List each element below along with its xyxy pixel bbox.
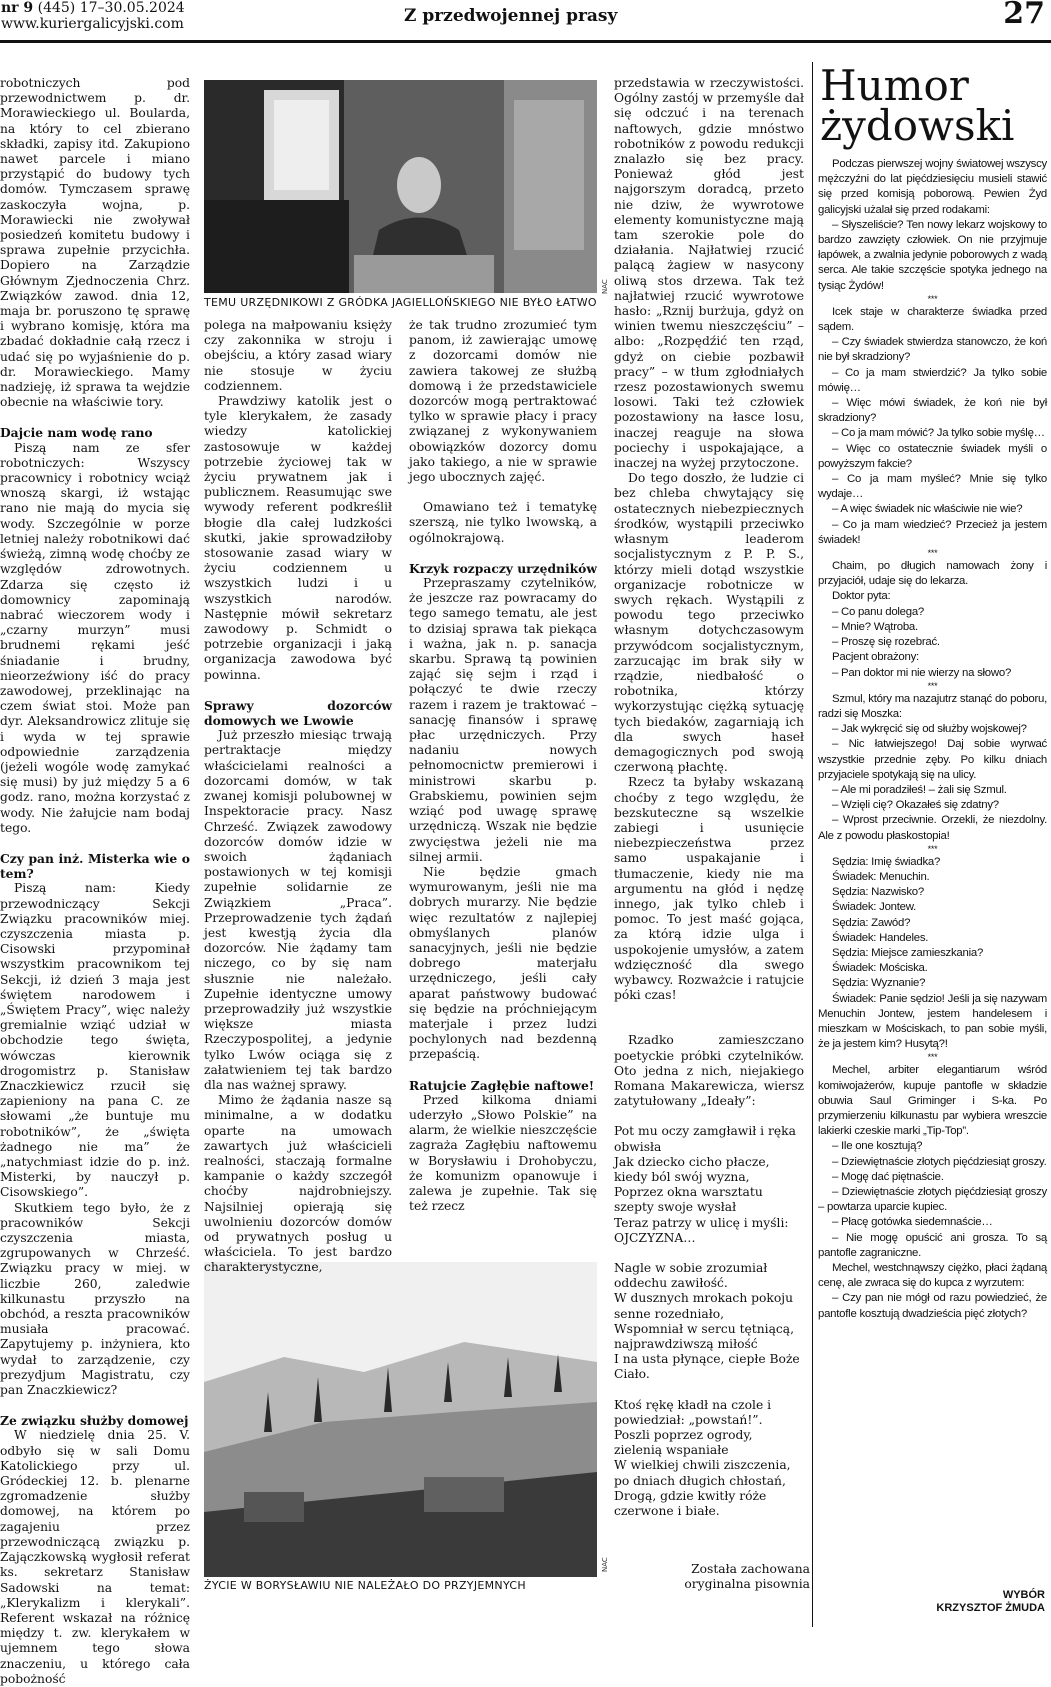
selection-credit [936, 1589, 1045, 1615]
column-3 [409, 318, 597, 1260]
poem-line: Wspomniał w sercu tętniącą, najprawdziwszą miłość [614, 1321, 795, 1352]
joke-text: – Nie mogę opuścić ani grosza. To są pantofle zagraniczne. [818, 1231, 1047, 1259]
joke-line: Sędzia: Nazwisko? [832, 886, 924, 899]
photo-boryslaw-image [204, 1262, 597, 1577]
heading-domestic-service: Ze związku służby domowej [0, 1413, 189, 1429]
issue-info [1, 0, 185, 32]
joke-text: Mechel, westchnąwszy ciężko, płaci żądaną cenę, ale zwraca się do kupca z wyrzutem: [818, 1262, 1047, 1290]
humor-title [820, 61, 1015, 150]
joke-separator: *** [927, 843, 938, 854]
article-text: że tak trudno zrozumieć tym panom, iż zawierając umowę z dozorcami domów nie zawiera takowej ze służbą domową i że przedstawiciele dozorców mogą pertraktować tylko w sprawie płacy i pracy związanej z wykonywaniem obowiązków dozorcy domu jako takiego, a nie w sprawie jego ubocznych zajęć. [409, 318, 597, 485]
heading-clerks: Krzyk rozpaczy urzędników [409, 560, 597, 576]
poem-line: OJCZYZNA… [614, 1230, 696, 1245]
poem-line: Poszli poprzez ogrody, zielenią wspaniałe [614, 1428, 753, 1458]
website-link[interactable]: www.kuriergalicyjski.com [1, 16, 184, 32]
heading-misterka: Czy pan inż. Misterka wie o tem? [0, 850, 190, 882]
joke-text: Mechel, arbiter elegantiarum wśród komiwojażerów, kupuje pantofle w składzie obuwia Saul Griminger i S-ka. Po przymierzeniu kilkunastu par wybiera wreszcie lakierki czeskie marki „Tip-Top”. [818, 1064, 1047, 1138]
poem-line: I na usta płynące, ciepłe Boże Ciało. [614, 1352, 800, 1382]
article-text: Prawdziwy katolik jest o tyle klerykałem, że zasady wiedzy katolickiej zastosowuje w każdej potrzebie życiowej tak w życiu prywatnem jak i publicznem. Reasumując swe wywody referent podkreślił błogie dla całej ludzkości skutki, jakie sprowadziłoby stosowanie zasad wiary w życiu codziennem u wszystkich ludzi i u wszystkich narodów. Następnie mówił sekretarz zawodowy p. Schmidt o potrzebie organizacji i jaką organizacja zawodowa być powinna. [204, 394, 392, 682]
poem-line: Teraz patrzy w ulicę i myśli: [614, 1215, 789, 1230]
poem-line: Ktoś rękę kładł na czole i powiedział: „powstań!”. [614, 1397, 772, 1427]
spelling-note-line: oryginalna pisownia [684, 1577, 810, 1591]
poem-line: Drogą, gdzie kwitły róże czerwone i białe. [614, 1488, 767, 1519]
article-text: Już przeszło miesiąc trwają pertraktacje między właścicielami realności a dozorcami domów, w tak zwanej komisji polubownej w Inspektoracie pracy. Nasz Chrześć. Związek zawodowy dozorców domów idzie w swoich żądaniach postawionych w tej komisji zupełnie solidarnie ze Związkiem „Praca”. Przeprowadzenie tych żądań jest kwestją życia dla dozorców. Nie żądamy tam niczego, co by się nam słusznie nie należało. Zupełnie identyczne umowy przeprowadziły już wszystkie większe miasta Rzeczypospolitej, a jedynie tylko Lwów ociąga się z załatwieniem tej tak bardzo dla nas ważnej sprawy. [204, 728, 392, 1092]
poem-line: Pot mu oczy zamgławił i ręka obwisła [614, 1124, 796, 1154]
joke-line: Świadek: Mościska. [832, 962, 928, 975]
joke-text: Podczas pierwszej wojny światowej wszyscy mężczyźni do lat pięćdziesięciu musieli stawić się przed komisją poborową. Pewien Żyd galicyjski użalał się przed rodakami: [818, 158, 1047, 216]
joke-line: – Co panu dolega? [832, 605, 925, 618]
joke-separator: *** [927, 1052, 938, 1063]
article-text: przedstawia w rzeczywistości. Ogólny zastój w przemyśle dał się odczuć i na terenach naftowych, gdzie mnóstwo robotników z powodu redukcji znalazło się bez pracy. Ponieważ głód jest najgorszym doradcą, przeto nie dziw, że wywrotowe elementy komunistyczne mają tam szerokie pole do działania. Najłatwiej rzucić palącą żagiew w nasycony oliwą stos drzewa. Tak też najłatwiej rzucić wywrotowe hasło: „Rznij burżuja, gdyż on winien twemu nieszczęściu” – albo: „Rozpędźić ten rząd, gdyż on ciebie pozbawił pracy” – w tłum zgłodniałych rzesz pozostawionych swemu losowi. Taki też człowiek pozostawiony na łasce losu, inaczej reaguje na słowa pociechy i uspokajające, a inaczej na wyżej przytoczone. [614, 76, 804, 471]
joke-text: – Czy świadek stwierdza stanowczo, że koń nie był skradziony? [818, 336, 1047, 364]
joke-line: Świadek: Jontew. [832, 901, 917, 914]
joke-line: Sędzia: Wyznanie? [832, 977, 926, 990]
article-text: Nie będzie gmach wymurowanym, jeśli nie ma dobrych murarzy. Nie będzie więc rezultatów z najlepiej obmyślanych planów sanacyjnych, jeśli nie będzie dobrego materjału urzędniczego, jeśli cały aparat państwowy budować się będzie na próchniejącym materjale i przez ludzi pochylonych nad bezdenną przepaścią. [409, 864, 597, 1062]
column-2 [204, 318, 392, 1275]
joke-text: – Jak wykręcić się od służby wojskowej? [832, 723, 1027, 736]
article-text: Rzecz ta byłaby wskazaną choćby z tego względu, że bezskuteczne są wszelkie zabiegi i usunięcie niebezpieczeństwa przez samo uspakajanie i tłumaczenie, kiedy nie ma argumentu na głód i nędzę innego, jak tylko chleb i pomoc. To jest maść gojąca, za którą idzie ulga i uspokojenie umysłów, a zatem wdzięczność dla swego wybawcy. Rozważcie i ratujcie póki czas! [614, 775, 804, 1003]
joke-separator: *** [927, 548, 938, 559]
joke-text: – Mogę dać piętnaście. [832, 1170, 944, 1183]
joke-text: – Dziewiętnaście złotych pięćdziesiąt groszy. [832, 1155, 1047, 1168]
article-text: Omawiano też i tematykę szerszą, nie tylko lwowską, a ogólnokrajową. [409, 500, 597, 545]
column-4 [614, 76, 804, 1560]
joke-line: Sędzia: Imię świadka? [832, 855, 941, 868]
joke-text: – Czy pan nie mógł od razu powiedzieć, że pantofle kosztują dwadzieścia pięć złotych? [818, 1292, 1047, 1320]
poem-line: W dusznych mrokach pokoju senne rozedniało, [614, 1291, 794, 1321]
joke-text: – Płacę gotówka siedemnaście… [832, 1216, 993, 1229]
joke-text: – Dziewiętnaście złotych pięćdziesiąt groszy – powtarza uparcie kupiec. [818, 1186, 1047, 1214]
photo-clerk-credit: NAC [601, 279, 609, 294]
joke-text: – Wprost przeciwnie. Orzekli, że niezdolny. Ale z powodu płaskostopia! [818, 814, 1047, 842]
poem-line: Jak dziecko cicho płacze, kiedy ból swój wyzna, [614, 1154, 770, 1185]
poem-stanza-1 [614, 1124, 804, 1246]
joke-text: – Co ja mam wiedzieć? Przecież ja jestem świadek! [818, 518, 1047, 546]
article-text: Do tego doszło, że ludzie ci bez chleba chwytający się ostatecznych niebezpiecznych środków, wystąpili przeciwko własnym leaderom socjalistycznym z P. P. S., którzy mieli dotąd wszystkie organizacje robotnicze w swych rękach. Wystąpili z powodu tego przeciwko własnym dotychczasowym przywódcom socjalistycznym, zarzucając im brak siły w rządzie, niedbałość o robotnika, którzy wykorzystując ciężką sytuację tych biedaków, zagarniają ich dla swych haseł demagogicznych pod swoją czerwoną płachtę. [614, 471, 804, 775]
article-text: robotniczych pod przewodnictwem p. dr. Morawieckiego ul. Boularda, na który to cel zbierano składki, zapisy itd. Zakupiono nawet parcele i miano przystąpić do budowy tych domów. Tymczasem sprawę zaskoczyła wojna, p. Morawiecki nie zwoływał posiedzeń komitetu budowy i sprawa zupełnie przycichła. Dopiero na Zarządzie Głównym Zjednoczenia Chrz. Związków zawod. dnia 12, maja br. poruszono tę sprawę i wybrano komisję, która ma zbadać dokładnie całą rzecz i udać się po wyjaśnienie do p. dr. Morawieckiego. Mamy nadzieję, iż sprawa ta wejdzie obecnie na właściwie tory. [0, 76, 190, 410]
joke-line: – Ale mi poradziłeś! – żali się Szmul. [832, 783, 1007, 796]
photo-clerk [204, 80, 597, 293]
joke-text: – Nic łatwiejszego! Daj sobie wyrwać wszystkie przednie zęby. Po kilku dniach przyjaciele spotykają się na ulicy. [818, 738, 1047, 781]
humor-title-line: żydowski [820, 101, 1015, 150]
joke-line: Świadek: Menuchin. [832, 870, 930, 883]
joke-text: – A więc świadek nic właściwie nie wie? [832, 503, 1023, 516]
joke-line: – Proszę się rozebrać. [832, 636, 940, 649]
article-text: Piszą nam ze sfer robotniczych: Wszyscy pracownicy i robotnicy wciąż wnoszą skargi, iż wstając rano nie mają do mycia się wody. Szczególnie w porze letniej należy robotnikowi dać świeżą, zimną wodę choćby ze względów zdrowotnych. Zdarza się często iż domownicy zapominają nabrać wieczorem wody i „czarny murzyn” musi brudnemi rękami jeść śniadanie i brudny, nieorzeźwiony iść do pracy zawodowej, przeklinając na czem świat stoi. Może pan dyr. Aleksandrowicz zlituje się i wyda w tej sprawie odpowiednie zarządzenia (jeżeli wogóle wodę zamykać się musi) by już między 5 a 6 godz. rano, można korzystać z wody. Nie żałujcie nam bodaj tego. [0, 440, 190, 835]
joke-text: – Słyszeliście? Ten nowy lekarz wojskowy to bardzo zawzięty człowiek. On nie przyjmuje łapówek, a zwalnia jedynie poborowych z wadą serca. Ale takie szczęście spotyka jednego na tysiąc Żydów! [818, 218, 1047, 292]
article-text: Przed kilkoma dniami uderzyło „Słowo Polskie” na alarm, że wielkie nieszczęście zagraża Zagłębiu naftowemu w Borysławiu i Drohobyczu, że komunizm opanowuje i zalewa je zupełnie. Tak się też rzecz [409, 1092, 597, 1214]
photo-boryslaw-credit: NAC [601, 1557, 609, 1572]
joke-text: – Co ja mam myśleć? Mnie się tylko wydaje… [818, 473, 1047, 501]
poem-stanza-2 [614, 1261, 804, 1383]
joke-separator: *** [927, 293, 938, 304]
author-name: KRZYSZTOF ŻMUDA [936, 1602, 1045, 1614]
humor-title-line: Humor [820, 61, 969, 110]
joke-text: – Co ja mam stwierdzić? Ja tylko sobie mówię… [818, 366, 1047, 394]
article-text: Skutkiem tego było, że z pracowników Sekcji czyszczenia miasta, zgrupowanych w Chrześć. Związku pracy w miej. w liczbie 260, zaledwie kilkunastu przyszło na obchód, a reszta pracowników musiała pracować. Zapytujemy p. inżyniera, kto wydał to zarządzenie, czy prezydjum Magistratu, czy pan Znaczkiewicz? [0, 1200, 190, 1398]
poem-line: Nagle w sobie zrozumiał oddechu zawiłość. [614, 1261, 768, 1291]
header-rule [0, 40, 1051, 43]
spelling-note-line: Została zachowana [691, 1562, 810, 1576]
humor-column [818, 157, 1047, 1322]
spelling-note [660, 1562, 810, 1592]
joke-text: – Więc mówi świadek, że koń nie był skradziony? [818, 397, 1047, 425]
poem-line: Poprzez okna warsztatu szepty swoje wysłał [614, 1185, 763, 1215]
article-text: W niedzielę dnia 25. V. odbyło się w sali Domu Katolickiego przy ul. Gródeckiej 12. b. plenarne zgromadzenie służby domowej, na którem po zagajeniu przez przewodniczącą związku p. Zajączkowską wygłosił referat ks. sekretarz Stanisław Sadowski na temat: „Klerykalizm i klerykali”. Referent wskazał na różnicę między t. zw. klerykałem w ujemnem tego słowa znaczeniu, u którego cała pobożność [0, 1428, 190, 1686]
joke-text: – Ile one kosztują? [832, 1140, 923, 1153]
article-text: polega na małpowaniu księży czy zakonnika w stroju i obejściu, a który zasad wiary nie stosuje w życiu codziennem. [204, 318, 392, 393]
article-text: Mimo że żądania nasze są minimalne, a w dodatku oparte na umowach zawartych już właścicieli realności, staczają formalne kampanie o każdy szczegół choćby najdrobniejszy. Najsilniej opierają się uwolnieniu dozorców domów od prywatnych posług u właściciela. To jest bardzo charakterystyczne, [204, 1093, 392, 1275]
joke-line: Doktor pyta: [832, 590, 891, 603]
heading-janitors: Sprawy dozorców domowych we Lwowie [204, 697, 392, 729]
joke-text: – Więc co ostatecznie świadek myśli o powyższym fakcie? [818, 442, 1047, 470]
issue-dates: (445) 17–30.05.2024 [33, 0, 185, 16]
column-1 [0, 76, 190, 1686]
issue-number: nr 9 [1, 0, 34, 16]
joke-text: Szmul, który ma nazajutrz stanąć do poboru, radzi się Moszka: [818, 692, 1047, 720]
poem-stanza-3 [614, 1398, 804, 1520]
joke-text: – Co ja mam mówić? Ja tylko sobie myślę… [832, 427, 1045, 440]
article-text: Przepraszamy czytelników, że jeszcze raz powracamy do tego samego tematu, ale jest to dzisiaj sprawa tak piekąca i ważna, jak n. p. sanacja skarbu. Sprawą tą powinien zająć się sejm i rząd i połączyć te dwie rzeczy razem i razem je traktować – sanację finansów i sprawę płac urzędniczych. Przy nadaniu nowych pełnomocnictw premierowi i ministrowi skarbu p. Grabskiemu, powinien sejm wziąć pod uwagę sprawę urzędniczą. Wszak nie będzie zwycięstwa jeżeli nie ma silnej armii. [409, 576, 597, 864]
photo-clerk-image [204, 80, 597, 293]
heading-oil-basin: Ratujcie Zagłębie naftowe! [409, 1077, 595, 1093]
article-text: Piszą nam: Kiedy przewodniczący Sekcji Związku pracowników miej. czyszczenia miasta p. Cisowski przypominał wszystkim pracownikom tej Sekcji, iż dzień 3 maja jest świętem narodowem i „Świętem Pracy”, więc należy gremialnie wziąć udział w obchodzie tego święta, wówczas kierownik drogomistrz p. Stanisław Znaczkiewicz rzucił się zapieniony na pana C. ze słowami „że buntuje mu robotników”, że „święta żadnego nie ma” że „natychmiast idzie do p. inż. Misterki, by nauczył p. Cisowskiego”. [0, 881, 190, 1200]
page-number: 27 [1003, 0, 1045, 31]
joke-text: Chaim, po długich namowach żony i przyjaciół, udaje się do lekarza. [818, 560, 1047, 588]
joke-line: – Mnie? Wątroba. [832, 620, 918, 633]
photo-boryslaw [204, 1262, 597, 1577]
joke-separator: *** [927, 680, 938, 691]
section-title: Z przedwojennej prasy [404, 6, 618, 26]
joke-line: Sędzia: Miejsce zamieszkania? [832, 946, 984, 959]
joke-line: – Wzięli cię? Okazałeś się zdatny? [832, 799, 999, 812]
joke-line: – Pan doktor mi nie wierzy na słowo? [832, 666, 1012, 679]
joke-text: Icek staje w charakterze świadka przed sądem. [818, 305, 1047, 334]
selection-label: WYBÓR [1002, 1589, 1045, 1601]
article-text: Rzadko zamieszczano poetyckie próbki czytelników. Oto jedna z nich, niejakiego Romana Makarewicza, wiersz zatytułowany „Ideały”: [614, 1033, 804, 1109]
joke-line: Pacjent obrażony: [832, 651, 919, 664]
joke-text: Świadek: Panie sędzio! Jeśli ja się nazywam Menuchin Jontew, jestem handelesem i mieszkam w Mościskach, to pan sobie myśli, że ja jestem kim? Husytą?! [818, 992, 1047, 1051]
joke-line: Sędzia: Zawód? [832, 916, 911, 929]
heading-water: Dajcie nam wodę rano [0, 425, 153, 441]
column-divider [812, 62, 813, 1627]
photo-boryslaw-caption: ŻYCIE W BORYSŁAWIU NIE NALEŻAŁO DO PRZYJEMNYCH [204, 1579, 526, 1592]
joke-line: Świadek: Handeles. [832, 931, 929, 944]
poem-line: W wielkiej chwili ziszczenia, po dniach długich chłostań, [614, 1458, 791, 1488]
photo-clerk-caption: TEMU URZĘDNIKOWI Z GRÓDKA JAGIELLOŃSKIEGO NIE BYŁO ŁATWO [204, 296, 597, 309]
